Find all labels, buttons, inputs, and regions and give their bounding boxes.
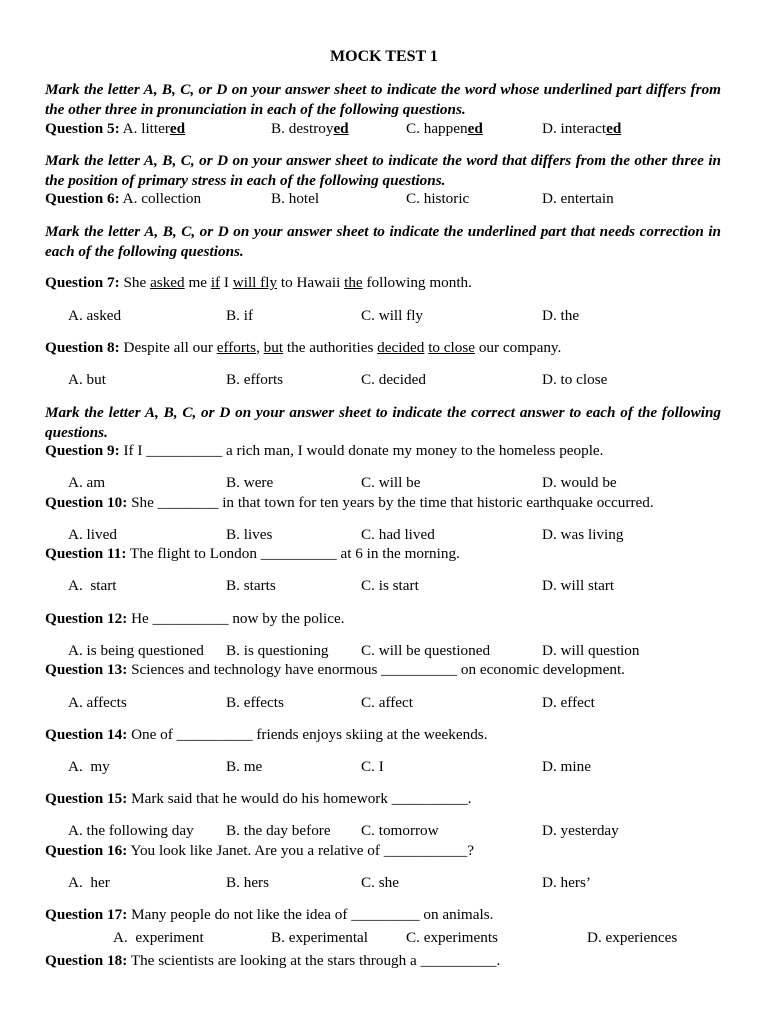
question-label: Question 7: [45,274,120,291]
option-d: D. will start [542,577,615,594]
question-label: Question 13: [45,661,128,678]
underlined-part: efforts [216,339,257,356]
option-b: B. if [226,307,254,324]
option-a: A. her [68,874,110,891]
question-text: If I __________ a rich man, I would donate my money to the homeless people. [123,442,604,459]
question-10 [45,494,654,512]
question-label: Question 17: [45,906,128,923]
option-a: A. asked [68,307,122,324]
option-b: B. starts [226,577,276,594]
option-b: B. experimental [271,929,368,946]
underlined-part: decided [377,339,425,356]
question-label: Question 14: [45,726,128,743]
option-c: C. experiments [406,929,498,946]
option-d: D. experiences [587,929,678,946]
option-d: D. the [542,307,580,324]
option-d: D. yesterday [542,822,619,839]
question-text: The scientists are looking at the stars through a __________. [130,952,501,969]
question-text: Many people do not like the idea of _________ on animals. [131,906,494,923]
question-label: Question 11: [45,545,127,562]
option-c: C. had lived [361,526,435,543]
option-a: A. littered [122,120,186,137]
question-label: Question 18: [45,952,128,969]
question-label: Question 9: [45,442,120,459]
option-c: C. is start [361,577,419,594]
option-a: A. affects [68,694,127,711]
option-b: B. hers [226,874,270,891]
question-text: He __________ now by the police. [131,610,345,627]
instruction-pronunciation: Mark the letter A, B, C, or D on your answer sheet to indicate the word whose underlined part differs from the other three in pronunciation in each of the following questions. [45,81,721,118]
underlined-part: if [210,274,221,291]
question-18 [45,952,500,970]
instruction-correct-answer: Mark the letter A, B, C, or D on your answer sheet to indicate the correct answer to each of the following questions. [45,404,721,441]
option-a: A. start [68,577,117,594]
option-b: B. were [226,474,274,491]
option-c: C. she [361,874,399,891]
question-label: Question 8: [45,339,120,356]
option-d: D. mine [542,758,591,775]
option-d: D. to close [542,371,608,388]
question-label: Question 12: [45,610,128,627]
option-a: A. experiment [113,929,204,946]
question-17 [45,906,493,924]
option-d: D. would be [542,474,617,491]
question-6 [45,190,201,208]
question-9 [45,442,603,460]
option-d: D. will question [542,642,640,659]
page-title: MOCK TEST 1 [330,48,438,65]
question-label: Question 16: [45,842,128,859]
question-label: Question 10: [45,494,128,511]
option-b: B. effects [226,694,284,711]
option-b: B. hotel [271,190,320,207]
option-c: C. tomorrow [361,822,439,839]
question-text: The flight to London __________ at 6 in the morning. [129,545,460,562]
question-label: Question 5: [45,120,120,137]
option-c: C. decided [361,371,426,388]
option-a: A. am [68,474,106,491]
option-c: C. I [361,758,384,775]
question-8: Question 8: Despite all our efforts, but the authorities decided to close our company. [45,339,562,356]
question-14 [45,726,488,744]
option-a: A. is being questioned [68,642,204,659]
option-a: A. but [68,371,106,388]
question-12 [45,610,345,628]
option-b: B. efforts [226,371,284,388]
option-b: B. the day before [226,822,331,839]
option-c: C. happened [406,120,483,137]
question-label: Question 6: [45,190,120,207]
question-text: Sciences and technology have enormous __________ on economic development. [131,661,625,678]
underlined-part: will fly [232,274,278,291]
option-a: A. my [68,758,110,775]
option-c: C. historic [406,190,470,207]
question-15 [45,790,472,808]
question-13 [45,661,625,679]
option-a: A. lived [68,526,117,543]
option-d: D. was living [542,526,624,543]
option-c: C. affect [361,694,414,711]
option-b: B. is questioning [226,642,329,659]
underlined-part: asked [150,274,185,291]
option-c: C. will fly [361,307,424,324]
option-a: A. the following day [68,822,194,839]
option-d: D. entertain [542,190,614,207]
option-d: D. hers’ [542,874,591,891]
question-text: One of __________ friends enjoys skiing at the weekends. [131,726,488,743]
option-d: D. interacted [542,120,622,137]
underlined-part: the [344,274,363,291]
question-text: Mark said that he would do his homework __________. [131,790,472,807]
underlined-part: to close [428,339,476,356]
option-a: A. collection [122,190,202,207]
option-d: D. effect [542,694,595,711]
underlined-part: but [263,339,284,356]
option-c: C. will be [361,474,421,491]
option-b: B. lives [226,526,273,543]
option-b: B. destroyed [271,120,349,137]
question-11 [45,545,460,563]
question-7: Question 7: She asked me if I will fly to Hawaii the following month. [45,274,472,291]
instruction-stress: Mark the letter A, B, C, or D on your answer sheet to indicate the word that differs from the other three in the position of primary stress in each of the following questions. [45,152,721,189]
option-c: C. will be questioned [361,642,491,659]
question-16 [45,842,474,860]
question-text: She ________ in that town for ten years by the time that historic earthquake occurred. [131,494,654,511]
question-5 [45,120,185,138]
question-label: Question 15: [45,790,128,807]
option-b: B. me [226,758,263,775]
instruction-correction: Mark the letter A, B, C, or D on your answer sheet to indicate the underlined part that needs correction in each of the following questions. [45,223,721,260]
question-text: You look like Janet. Are you a relative of ___________? [130,842,475,859]
